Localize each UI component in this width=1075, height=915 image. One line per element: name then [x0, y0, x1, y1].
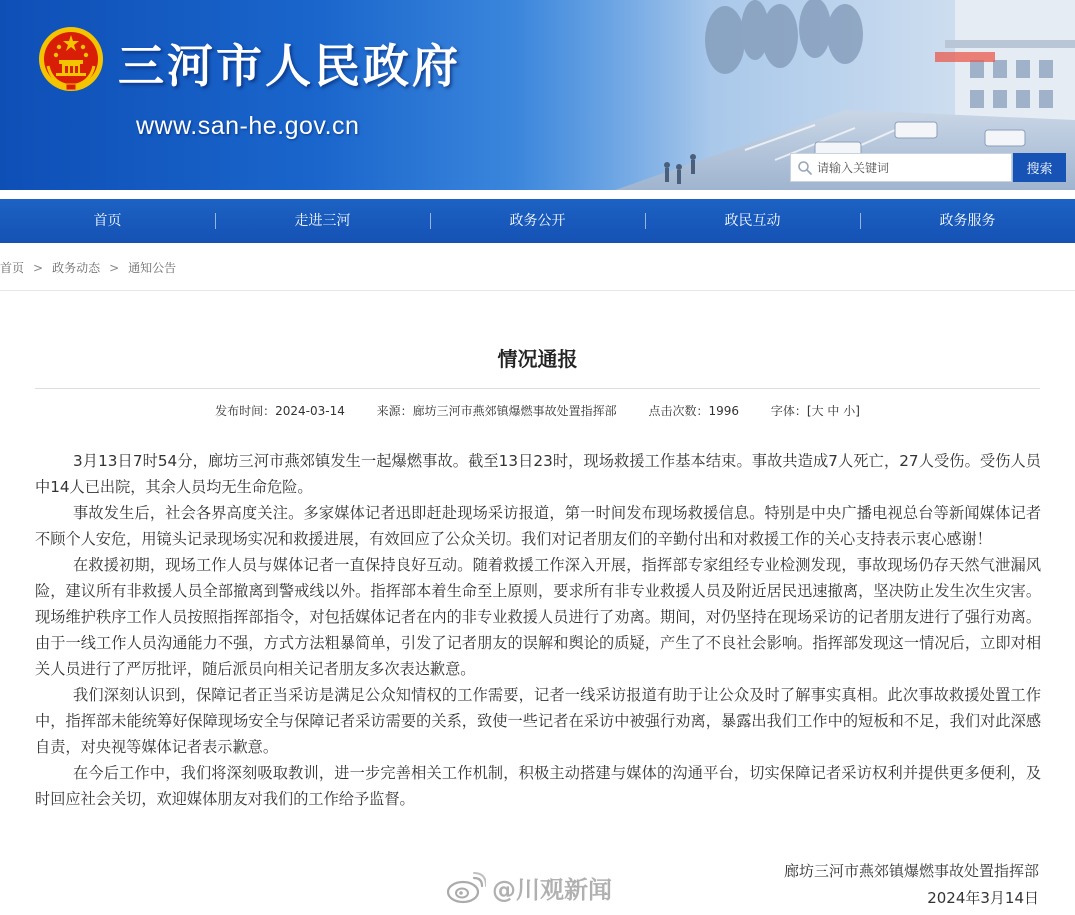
nav-item-about-sanhe[interactable]: 走进三河	[215, 199, 430, 243]
article-paragraph: 我们深刻认识到，保障记者正当采访是满足公众知情权的工作需要，记者一线采访报道有助于让公众及时了解事实真相。此次事故救援处置工作中，指挥部未能统筹好保障现场安全与保障记者采访需要的关系，致使一些记者在采访中被强行劝离，暴露出我们工作中的短板和不足，我们对此深感自责，对央视等媒体记者表示歉意。	[35, 686, 1041, 756]
search-icon	[797, 160, 813, 176]
article-paragraph: 事故发生后，社会各界高度关注。多家媒体记者迅即赶赴现场采访报道，第一时间发布现场救援信息。特别是中央广播电视总台等新闻媒体记者不顾个人安危，用镜头记录现场实况和救援进展，有效回应了公众关切。我们对记者朋友们的辛勤付出和对救援工作的关心支持表示衷心感谢！	[35, 504, 1041, 548]
breadcrumb-separator: >	[109, 261, 120, 275]
font-size-selector[interactable]: 字体：[大 中 小]	[770, 404, 860, 418]
article-paragraph: 在救援初期，现场工作人员与媒体记者一直保持良好互动。随着救援工作深入开展，指挥部专家组经专业检测发现，事故现场仍存天然气泄漏风险，建议所有非救援人员全部撤离到警戒线以外。指挥部本着生命至上原则，要求所有非专业救援人员及附近居民迅速撤离，坚决防止发生次生灾害。现场维护秩序工作人员按照指挥部指令，对包括媒体记者在内的非专业救援人员进行了劝离。期间，对仍坚持在现场采访的记者朋友进行了强行劝离。由于一线工作人员沟通能力不强，方式方法粗暴简单，引发了记者朋友的误解和舆论的质疑，产生了不良社会影响。指挥部发现这一情况后，立即对相关人员进行了严厉批评，随后派员向相关记者朋友多次表达歉意。	[35, 556, 1041, 678]
signature-date: 2024年3月14日	[927, 889, 1039, 907]
breadcrumb-notices[interactable]: 通知公告	[128, 261, 177, 275]
divider	[35, 388, 1040, 389]
article-title: 情况通报	[497, 347, 578, 371]
site-url: www.san-he.gov.cn	[136, 112, 360, 140]
search-input[interactable]	[817, 161, 1007, 175]
breadcrumb-home[interactable]: 首页	[0, 261, 25, 275]
nav-item-interaction[interactable]: 政民互动	[645, 199, 860, 243]
breadcrumb-news[interactable]: 政务动态	[52, 261, 101, 275]
breadcrumb-separator: >	[33, 261, 44, 275]
nav-item-gov-affairs-open[interactable]: 政务公开	[430, 199, 645, 243]
article-body	[35, 448, 1041, 812]
main-nav	[0, 199, 1075, 243]
header-banner	[0, 0, 1075, 190]
article-paragraph: 在今后工作中，我们将深刻吸取教训，进一步完善相关工作机制，积极主动搭建与媒体的沟通平台，切实保障记者采访权利并提供更多便利，及时回应社会关切，欢迎媒体朋友对我们的工作给予监督。	[35, 764, 1041, 808]
search-button[interactable]: 搜索	[1013, 153, 1066, 182]
signature-org: 廊坊三河市燕郊镇爆燃事故处置指挥部	[783, 862, 1039, 880]
article-meta	[0, 402, 1075, 419]
watermark-text: @川观新闻	[492, 876, 612, 904]
weibo-icon	[446, 872, 486, 904]
nav-item-home[interactable]: 首页	[93, 213, 122, 229]
search-box	[790, 153, 1012, 182]
article-signature	[784, 858, 1039, 912]
article-source: 来源：廊坊三河市燕郊镇爆燃事故处置指挥部	[376, 404, 617, 418]
click-count: 点击次数：1996	[648, 404, 740, 418]
nav-item-gov-services[interactable]: 政务服务	[860, 199, 1075, 243]
national-emblem-icon	[38, 26, 104, 92]
divider	[0, 290, 1075, 291]
breadcrumb	[0, 259, 176, 276]
article-paragraph: 3月13日7时54分，廊坊三河市燕郊镇发生一起爆燃事故。截至13日23时，现场救援工作基本结束。事故共造成7人死亡，27人受伤。受伤人员中14人已出院，其余人员均无生命危险。	[35, 452, 1041, 496]
site-title: 三河市人民政府	[118, 39, 461, 93]
watermark	[446, 870, 612, 905]
publish-time: 发布时间：2024-03-14	[215, 404, 345, 418]
